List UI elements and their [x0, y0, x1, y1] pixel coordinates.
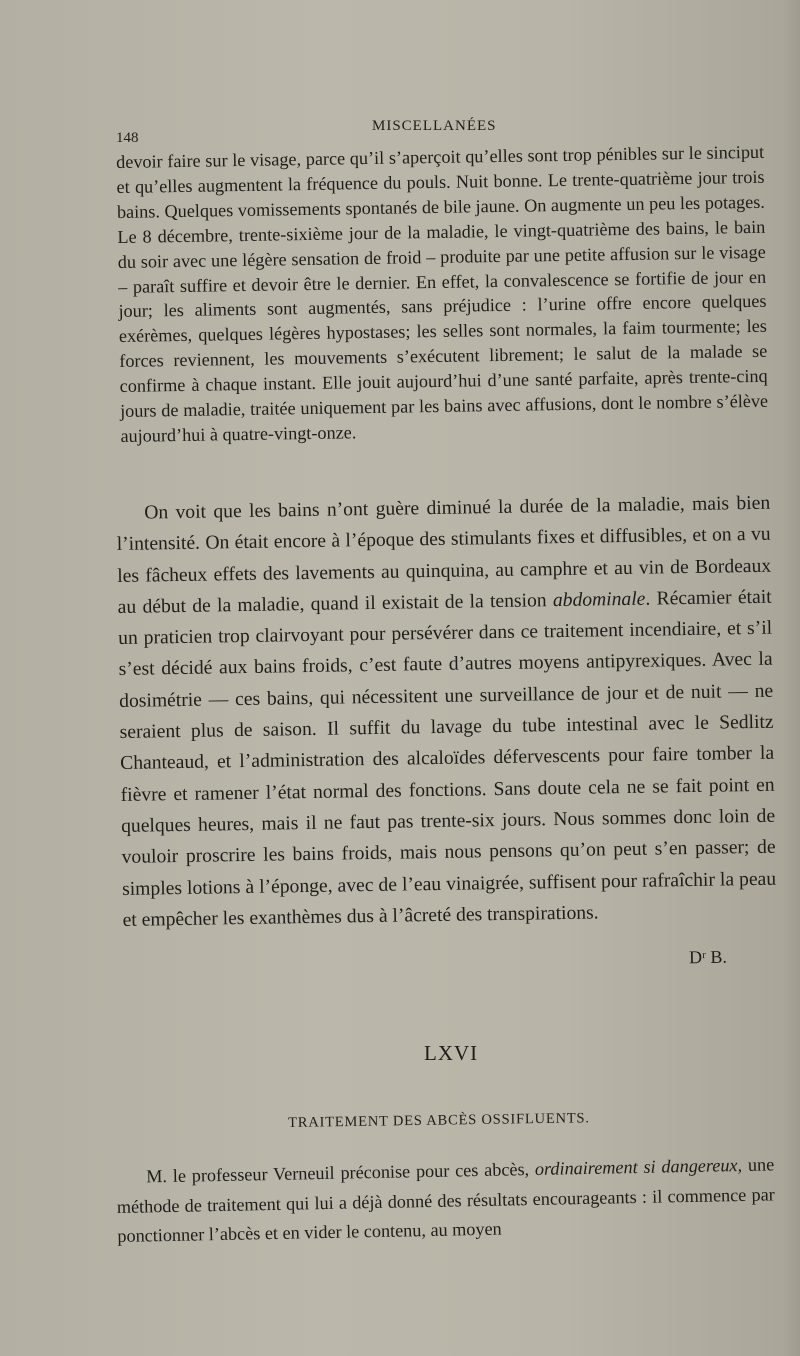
- emphasis-abdominale: abdominale: [552, 588, 646, 612]
- chapter-title: TRAITEMENT DES ABCÈS OSSIFLUENTS.: [288, 1110, 590, 1131]
- emphasis-dangerous: ordinairement si dangereux,: [534, 1154, 743, 1179]
- paragraph-verneuil-text-end: une méthode de traitement qui lui a déjà donné des résultats encourageants : il commence par ponctionner l’abcès et en vider le contenu, au moyen: [116, 1154, 775, 1247]
- page-edge-shadow: [782, 0, 800, 1356]
- paragraph-case-report: devoir faire sur le visage, parce qu’il s’aperçoit qu’elles sont trop pénibles sur le sinciput et qu’elles augmentent la fréquence du pouls. Nuit bonne. Le trente-quatrième jour trois bains. Quelques vomissements spontanés de bile jaune. On augmente un peu les potages. Le 8 décembre, trente-sixième jour de la maladie, le vingt-quatrième des bains, le bain du soir avec une légère sensation de froid – produite par une petite affusion sur le visage – paraît suffire et devoir être le dernier. En effet, la convalescence se fortifie de jour en jour; les aliments sont augmentés, sans préjudice : l’urine offre encore quelques exérèmes, quelques légères hypostases; les selles sont normales, la faim tourmente; les forces reviennent, les mouvements s’exécutent librement; le salut de la malade se confirme à chaque instant. Elle jouit aujourd’hui d’une santé parfaite, après trente-cinq jours de maladie, traitée uniquement par les bains avec affusions, dont le nombre s’élève aujourd’hui à quatre-vingt-onze.: [116, 141, 769, 446]
- running-head: MISCELLANÉES: [372, 118, 497, 134]
- chapter-number: LXVI: [424, 1041, 479, 1065]
- paragraph-commentary-text-start: On voit que les bains n’ont guère diminué la durée de la maladie, mais bien l’intensité. On était encore à l’époque des stimulants fixes et diffusibles, et on a vu les fâcheux effets des lavements au quinquina, au camphre et au vin de Bordeaux au début de la maladie, quand il existait de la tension: [116, 492, 772, 618]
- paragraph-verneuil: [116, 1150, 776, 1251]
- paragraph-commentary: [116, 488, 777, 936]
- page-number: 148: [116, 130, 139, 146]
- paragraph-verneuil-text-start: M. le professeur Verneuil préconise pour ces abcès,: [146, 1158, 536, 1187]
- paragraph-commentary-text-end: . Récamier était un praticien trop clairvoyant pour persévérer dans ce traitement incendiaire, et s’il s’est décidé aux bains froids, c’est faute d’autres moyens antipyrexiques. Avec la dosimétrie — ces bains, qui nécessitent une surveillance de jour et de nuit — ne seraient plus de saison. Il suffit du lavage du tube intestinal avec le Sedlitz Chanteaud, et l’administration des alcaloïdes défervescents pour faire tomber la fièvre et ramener l’état normal des fonctions. Sans doute cela ne se fait point en quelques heures, mais il ne faut pas trente-six jours. Nous sommes donc loin de vouloir proscrire les bains froids, mais nous pensons qu’on peut s’en passer; de simples lotions à l’éponge, avec de l’eau vinaigrée, suffisent pour rafraîchir la peau et empêcher les exanthèmes dus à l’âcreté des transpirations.: [118, 586, 777, 931]
- author-signature: Dʳ B.: [688, 946, 728, 968]
